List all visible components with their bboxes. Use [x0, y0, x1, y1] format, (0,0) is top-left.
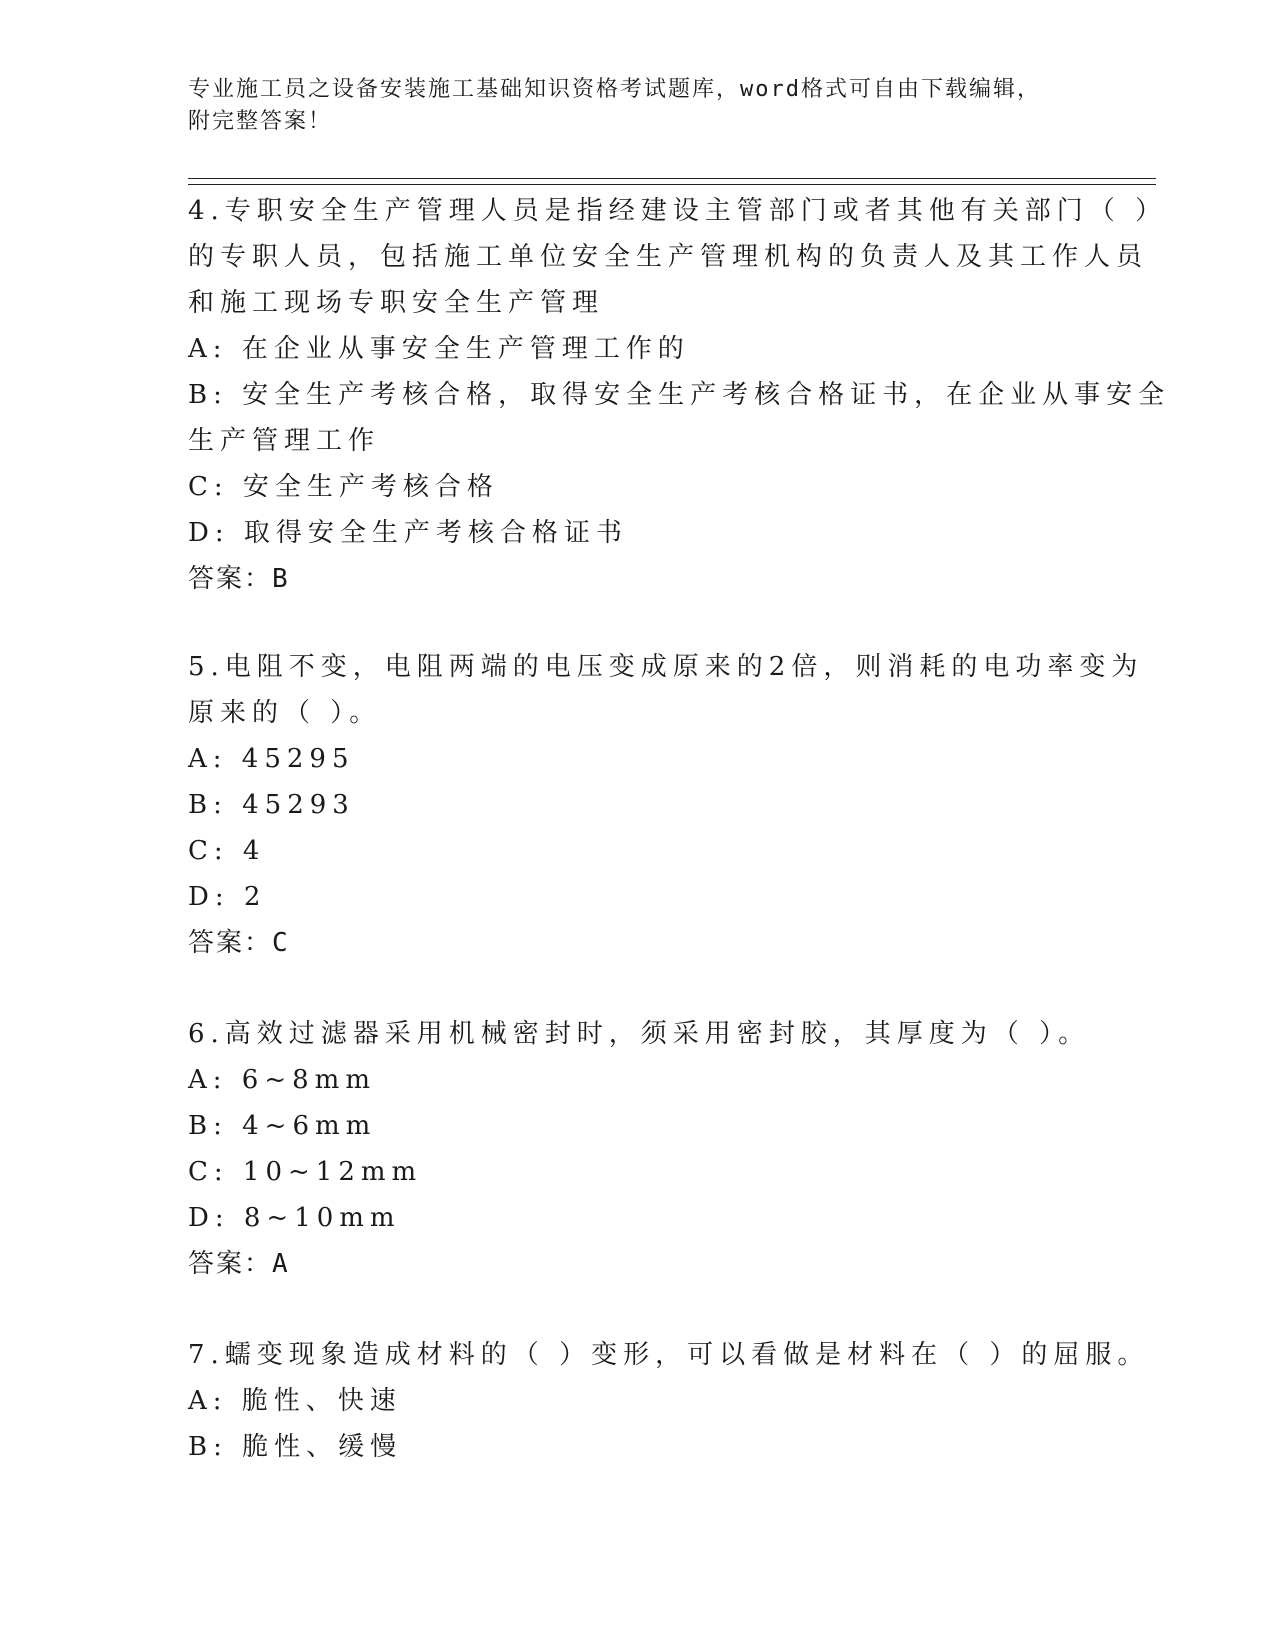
document-header [188, 74, 1068, 138]
option-a: A: 45295 [188, 744, 355, 774]
option-b: B: 安全生产考核合格，取得安全生产考核合格证书，在企业从事安全 [188, 380, 1171, 410]
question-text-line: 和施工现场专职安全生产管理 [188, 288, 605, 318]
option-c: C: 安全生产考核合格 [188, 472, 499, 502]
option-b-continued: 生产管理工作 [188, 426, 381, 456]
question-text-line: 6.高效过滤器采用机械密封时，须采用密封胶，其厚度为（ ）。 [188, 1019, 1091, 1049]
header-divider-bottom [188, 184, 1156, 185]
option-a: A: 6~8mm [188, 1065, 376, 1095]
option-d: D: 8~10mm [188, 1203, 401, 1233]
header-divider-top [188, 178, 1156, 179]
question-text-line: 5.电阻不变，电阻两端的电压变成原来的2倍，则消耗的电功率变为 [188, 652, 1144, 682]
question-7 [188, 1332, 1150, 1470]
option-b: B: 脆性、缓慢 [188, 1432, 403, 1462]
question-text-line: 的专职人员，包括施工单位安全生产管理机构的负责人及其工作人员 [188, 242, 1149, 272]
question-6 [188, 1011, 1091, 1287]
option-b: B: 45293 [188, 790, 355, 820]
answer-label: 答案：A [188, 1249, 290, 1279]
answer-label: 答案：C [188, 928, 290, 958]
header-line-2: 附完整答案！ [188, 109, 333, 134]
question-4 [188, 188, 1171, 602]
option-a: A: 在企业从事安全生产管理工作的 [188, 334, 690, 364]
question-text-line: 7.蠕变现象造成材料的（ ）变形，可以看做是材料在（ ）的屈服。 [188, 1340, 1150, 1370]
answer-label: 答案：B [188, 564, 290, 594]
header-line-1: 专业施工员之设备安装施工基础知识资格考试题库，word格式可自由下载编辑， [188, 77, 1041, 102]
option-c: C: 10~12mm [188, 1157, 423, 1187]
question-5 [188, 644, 1144, 966]
option-d: D: 2 [188, 882, 267, 912]
option-b: B: 4~6mm [188, 1111, 377, 1141]
option-c: C: 4 [188, 836, 266, 866]
option-a: A: 脆性、快速 [188, 1386, 402, 1416]
question-text-line: 4.专职安全生产管理人员是指经建设主管部门或者其他有关部门（ ） [188, 196, 1168, 226]
question-text-line: 原来的（ ）。 [188, 698, 382, 728]
option-d: D: 取得安全生产考核合格证书 [188, 518, 628, 548]
